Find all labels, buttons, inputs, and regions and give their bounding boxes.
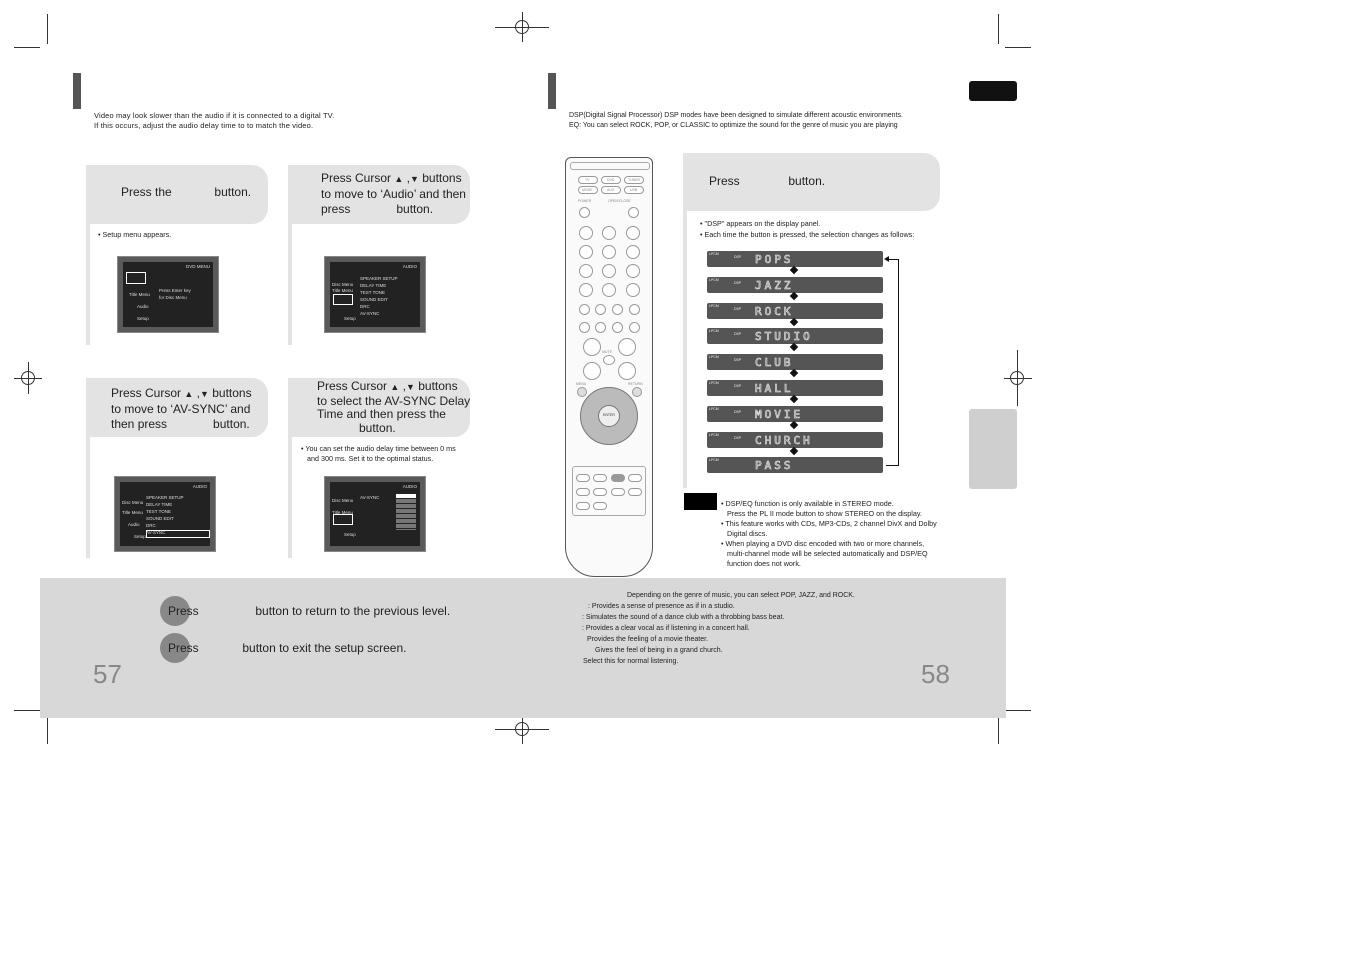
number-button: [602, 283, 616, 297]
screen-side-item: Disc Menu: [122, 500, 144, 505]
registration-target: [21, 371, 35, 385]
step2-line3-pre: press: [321, 202, 351, 216]
dsp-lcd-display: [707, 277, 883, 293]
dsp-note: function does not work.: [727, 559, 801, 568]
step3-line1-pre: Press Cursor: [111, 386, 182, 400]
step2-line3-post: button.: [396, 202, 434, 216]
dsp-eq-button: [611, 474, 625, 482]
right-intro: [569, 111, 903, 131]
lcd-mode-text: MOVIE: [755, 407, 804, 421]
left-intro: [94, 111, 334, 131]
lcd-dsp-label: DSP: [734, 358, 742, 363]
step4-note-line: and 300 ms. Set it to the optimal status.: [307, 454, 434, 463]
power-button: [579, 207, 590, 218]
dsp-lcd-display: [707, 303, 883, 319]
key-button: [576, 502, 590, 510]
dvd-button: DVD: [601, 176, 621, 184]
sequence-arrow-icon: [790, 317, 798, 325]
screen-side-item: Title Menu: [129, 292, 150, 297]
bottom-row1: [168, 604, 450, 619]
step4-line4: button.: [359, 420, 396, 435]
screen-highlight: [126, 272, 146, 284]
lcd-dsp-label: DSP: [734, 435, 742, 440]
crop-mark: [47, 718, 48, 744]
lcd-mode-text: CHURCH: [755, 433, 813, 447]
step1-note: • Setup menu appears.: [98, 230, 172, 239]
dsp-note: DSP/EQ function is only available in STEREO mode.: [725, 499, 894, 508]
lcd-format-label: LPCM: [709, 252, 719, 256]
key-button: [611, 488, 625, 496]
dsp-lcd-display: [707, 457, 883, 473]
number-button: [602, 245, 616, 259]
screen-item: TEST TONE: [360, 290, 386, 295]
bottom-row2-text: button to exit the setup screen.: [242, 641, 407, 655]
screen-header: DVD MENU: [185, 264, 210, 269]
lcd-mode-text: CLUB: [755, 356, 794, 370]
up-triangle-icon: ▲: [394, 174, 404, 184]
bottom-row1-press: Press: [168, 604, 199, 618]
screen-side-item: Setup: [134, 534, 146, 539]
lcd-mode-text: POPS: [755, 253, 794, 266]
dsp-lcd-display: [707, 328, 883, 344]
sequence-arrow-icon: [790, 421, 798, 429]
key-button: [628, 474, 642, 482]
registration-target: [515, 20, 529, 34]
side-tab: [969, 409, 1017, 489]
dsp-notes: • DSP/EQ function is only available in STEREO mode. Press the PL II mode button to show STEREO on the display. • This feature works with CDs, MP3-CDs, 2 channel DivX and Dolby Digital discs. • When playing a DVD disc encoded with two or more channels, multi-channel mode will be selected automatically and DSP/EQ function does not work.: [721, 499, 937, 568]
registration-target: [1010, 371, 1024, 385]
playback-button: [579, 322, 590, 333]
lcd-dsp-label: DSP: [734, 280, 742, 285]
step1-note-text: Setup menu appears.: [102, 230, 172, 239]
dsp-note: multi-channel mode will be selected automatically and DSP/EQ: [727, 549, 928, 558]
playback-button: [629, 322, 640, 333]
screen-side-item: Audio: [128, 522, 140, 527]
menu-label: MENU: [576, 382, 587, 386]
crop-mark: [998, 14, 999, 44]
lcd-dsp-label: DSP: [734, 384, 742, 388]
lcd-mode-text: JAZZ: [755, 278, 794, 292]
loop-connector: [886, 259, 899, 466]
dsp-step-text: [709, 174, 825, 189]
step3-line3-post: button.: [213, 417, 250, 431]
tv-button: TV: [578, 176, 598, 184]
dsp-lcd-display: [707, 406, 883, 422]
lcd-format-label: LPCM: [709, 355, 719, 360]
mode-description: : Simulates the sound of a dance club with a throbbing bass beat.: [582, 614, 785, 621]
chapter-tab: [969, 81, 1017, 101]
mode-description: Gives the feel of being in a grand church.: [595, 647, 723, 654]
screen-item: DELAY TIME: [360, 283, 387, 288]
step4-note: • You can set the audio delay time between 0 ms and 300 ms. Set it to the optimal status.: [301, 444, 456, 463]
screen-item: DRC: [146, 523, 156, 528]
page-number-right: 58: [921, 659, 950, 689]
number-button: [579, 226, 593, 240]
screen-item: SOUND EDIT: [360, 297, 388, 302]
dsp-step-pre: Press: [709, 174, 740, 188]
bottom-row2: [168, 641, 406, 656]
screen-item: SPEAKER SETUP: [360, 276, 398, 281]
delay-option-selected: [396, 494, 416, 498]
step2-text: Press Cursor ▲ ,▼ buttons to move to ‘Audio’ and then press button.: [321, 171, 466, 216]
intro-line: DSP(Digital Signal Processor) DSP modes have been designed to simulate different acoustic environments.: [569, 112, 903, 119]
screen-side-item: Disc Menu: [332, 282, 354, 287]
screen-header: AUDIO: [192, 484, 207, 489]
bottom-row2-press: Press: [168, 641, 199, 655]
key-button: [593, 474, 607, 482]
screen-display: [120, 482, 210, 546]
dsp-lcd-display: [707, 432, 883, 448]
down-triangle-icon: ▼: [405, 382, 415, 392]
step1-text: [121, 185, 251, 200]
remote-control-illustration: [565, 157, 653, 577]
dsp-note: This feature works with CDs, MP3-CDs, 2 channel DivX and Dolby: [725, 519, 937, 528]
step4-note-line: You can set the audio delay time between 0 ms: [305, 444, 456, 453]
key-button: [628, 488, 642, 496]
lcd-mode-text: ROCK: [755, 304, 794, 318]
function-button: [579, 283, 593, 297]
lcd-dsp-label: DSP: [734, 306, 742, 311]
number-button: [626, 226, 640, 240]
tuning-down-button: [618, 362, 636, 380]
screen-item: SOUND EDIT: [146, 516, 174, 521]
screen-side-item: Setup: [344, 532, 356, 537]
step2-line1-post: buttons: [422, 171, 462, 185]
step3-line1-post: buttons: [212, 386, 252, 400]
dsp-bullet: Each time the button is pressed, the selection changes as follows:: [704, 230, 915, 239]
function-button: [612, 304, 623, 315]
dsp-bullets: • "DSP" appears on the display panel. • Each time the button is pressed, the selection changes as follows:: [700, 219, 915, 239]
sequence-arrow-icon: [790, 395, 798, 403]
screen-item: AV-SYNC: [360, 311, 380, 316]
enter-button: ENTER: [598, 405, 620, 427]
lcd-mode-text: HALL: [755, 382, 794, 395]
lcd-format-label: LPCM: [709, 303, 719, 308]
page-number-left: 57: [93, 659, 122, 689]
lcd-dsp-label: DSP: [734, 409, 742, 414]
mute-button: [603, 355, 615, 365]
tuning-up-button: [618, 338, 636, 356]
function-button: [629, 304, 640, 315]
screen-display: [330, 482, 420, 546]
key-button: [593, 488, 607, 496]
intro-line: Video may look slower than the audio if it is connected to a digital TV.: [94, 111, 335, 120]
screen-header: AUDIO: [402, 484, 417, 489]
registration-target: [515, 722, 529, 736]
screen-display: [330, 262, 420, 327]
dsp-note: Press the PL II mode button to show STEREO on the display.: [727, 509, 922, 518]
usb-button: USB: [624, 186, 644, 194]
dsp-lcd-display: [707, 354, 883, 370]
screen-item: AV-SYNC: [360, 495, 380, 500]
dsp-lcd-display: [707, 380, 883, 396]
power-label: POWER: [578, 199, 592, 203]
screen-side-item: Setup: [137, 316, 149, 321]
screen-item: DELAY TIME: [146, 502, 173, 507]
loop-arrow-icon: [884, 256, 889, 262]
bottom-row1-text: button to return to the previous level.: [255, 604, 451, 618]
dsp-step-post: button.: [788, 174, 826, 188]
open-close-label: OPEN/CLOSE: [608, 199, 631, 203]
screen-header: AUDIO: [402, 264, 417, 269]
screen-avsync-options: [324, 476, 426, 552]
lcd-format-label: LPCM: [709, 406, 719, 411]
lcd-format-label: LPCM: [709, 381, 719, 385]
screen-side-item: Setup: [344, 316, 356, 321]
dsp-bullet: "DSP" appears on the display panel.: [704, 219, 821, 228]
number-button: [626, 245, 640, 259]
aux-button: AUX: [601, 186, 621, 194]
screen-display: [123, 262, 213, 327]
step3-line3-pre: then press: [111, 417, 168, 431]
lcd-format-label: LPCM: [709, 432, 719, 437]
section-title-bar: [548, 73, 556, 109]
sequence-arrow-icon: [790, 446, 798, 454]
screen-highlight: [333, 294, 353, 305]
mode-button: MODE: [578, 186, 598, 194]
screen-setup-menu: [117, 256, 219, 333]
tuner-button: TUNER: [624, 176, 644, 184]
mode-descriptions: [582, 590, 855, 667]
down-triangle-icon: ▼: [409, 174, 419, 184]
mode-description: Depending on the genre of music, you can select POP, JAZZ, and ROCK.: [627, 592, 855, 599]
step2-line1-pre: Press Cursor: [321, 171, 392, 185]
screen-side-item: Title Menu: [332, 510, 353, 515]
playback-button: [612, 322, 623, 333]
up-triangle-icon: ▲: [184, 389, 194, 399]
mode-description: : Provides a sense of presence as if in a studio.: [588, 603, 735, 610]
screen-side-item: Audio: [137, 304, 149, 309]
screen-side-item: Title Menu: [332, 288, 353, 293]
lcd-mode-text: PASS: [755, 459, 794, 473]
function-button: [579, 304, 590, 315]
step2-line2: to move to ‘Audio’ and then: [321, 187, 466, 201]
mode-description: : Provides a clear vocal as if listening in a concert hall.: [582, 625, 750, 632]
number-button: [579, 264, 593, 278]
function-button: [595, 304, 606, 315]
sequence-arrow-icon: [790, 343, 798, 351]
step4-line3: Time and then press the: [317, 407, 446, 421]
lcd-format-label: LPCM: [709, 458, 719, 463]
return-button: [632, 387, 642, 397]
down-triangle-icon: ▼: [199, 389, 209, 399]
lcd-dsp-label: DSP: [734, 332, 742, 337]
intro-line: EQ: You can select ROCK, POP, or CLASSIC to optimize the sound for the genre of music you are playing: [569, 122, 898, 129]
number-button: [602, 264, 616, 278]
crop-mark: [1005, 710, 1031, 711]
sequence-arrow-icon: [790, 292, 798, 300]
screen-item: AV-SYNC: [146, 530, 166, 535]
screen-avsync-select: [114, 476, 216, 552]
step1-pre: Press the: [121, 185, 172, 199]
remote-top-strip: [570, 162, 650, 170]
key-button: [593, 502, 607, 510]
lcd-mode-text: STUDIO: [755, 330, 813, 344]
crop-mark: [1005, 47, 1031, 48]
screen-side-item: Disc Menu: [332, 498, 354, 503]
step4-line1-post: buttons: [418, 379, 458, 393]
step3-line2: to move to ‘AV-SYNC’ and: [111, 402, 251, 416]
step4-text: Press Cursor ▲ ,▼ buttons to select the AV-SYNC Delay Time and then press the button.: [317, 379, 471, 435]
dsp-note: Digital discs.: [727, 529, 768, 538]
volume-down-button: [583, 362, 601, 380]
function-button: [626, 283, 640, 297]
note-label: [684, 493, 717, 510]
key-button: [576, 488, 590, 496]
crop-mark: [47, 14, 48, 44]
crop-mark: [998, 718, 999, 744]
step1-post: button.: [214, 185, 252, 199]
lcd-dsp-label: DSP: [734, 255, 742, 259]
lcd-format-label: LPCM: [709, 277, 719, 282]
number-button: [579, 245, 593, 259]
number-button: [626, 264, 640, 278]
step3-text: Press Cursor ▲ ,▼ buttons to move to ‘AV-SYNC’ and then press button.: [111, 386, 252, 431]
screen-body: Press Enter key for Disc Menu: [159, 288, 191, 300]
step4-line2: to select the AV-SYNC Delay: [317, 393, 471, 408]
key-button: [576, 474, 590, 482]
return-label: RETURN: [628, 382, 643, 386]
mute-label: MUTE: [602, 350, 612, 354]
sequence-arrow-icon: [790, 266, 798, 274]
screen-side-item: Title Menu: [122, 510, 143, 515]
dsp-note: When playing a DVD disc encoded with two or more channels,: [725, 539, 925, 548]
section-title-bar: [73, 73, 81, 109]
screen-item: DRC: [360, 304, 370, 309]
crop-mark: [14, 47, 40, 48]
dsp-lcd-display: [707, 251, 883, 267]
number-button: [602, 226, 616, 240]
lcd-format-label: LPCM: [709, 329, 719, 334]
crop-mark: [14, 710, 40, 711]
sequence-arrow-icon: [790, 369, 798, 377]
delay-options-list: [396, 494, 416, 530]
screen-item: SPEAKER SETUP: [146, 495, 184, 500]
open-close-button: [628, 207, 639, 218]
menu-button: [577, 387, 587, 397]
mode-description: Select this for normal listening.: [583, 658, 679, 665]
step4-line1-pre: Press Cursor: [317, 379, 388, 393]
playback-button: [595, 322, 606, 333]
screen-item: TEST TONE: [146, 509, 172, 514]
intro-line: If this occurs, adjust the audio delay time to to match the video.: [94, 121, 314, 130]
volume-up-button: [583, 338, 601, 356]
mode-description: Provides the feeling of a movie theater.: [587, 636, 709, 643]
up-triangle-icon: ▲: [390, 382, 400, 392]
screen-audio-menu: [324, 256, 426, 333]
